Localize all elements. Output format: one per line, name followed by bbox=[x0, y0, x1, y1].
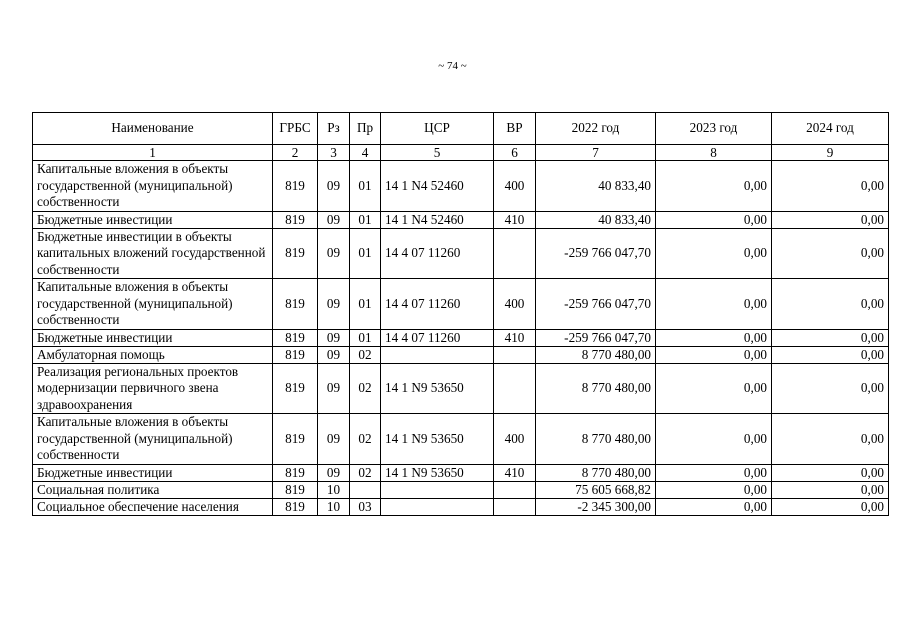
table-row bbox=[33, 346, 889, 363]
table-row bbox=[33, 279, 889, 330]
column-number: 9 bbox=[772, 145, 889, 161]
cell-2022: -259 766 047,70 bbox=[536, 279, 656, 330]
cell-csr: 14 1 N9 53650 bbox=[381, 464, 494, 481]
cell-2024: 0,00 bbox=[772, 464, 889, 481]
cell-pr: 03 bbox=[350, 498, 381, 515]
cell-2022: 75 605 668,82 bbox=[536, 481, 656, 498]
header-rz: Рз bbox=[318, 113, 350, 145]
cell-name: Капитальные вложения в объекты государственной (муниципальной) собственности bbox=[33, 279, 273, 330]
table-row bbox=[33, 363, 889, 414]
table-row bbox=[33, 481, 889, 498]
cell-csr bbox=[381, 498, 494, 515]
table-row bbox=[33, 414, 889, 465]
cell-vr bbox=[494, 498, 536, 515]
cell-csr: 14 4 07 11260 bbox=[381, 329, 494, 346]
header-2024: 2024 год bbox=[772, 113, 889, 145]
cell-2022: 8 770 480,00 bbox=[536, 464, 656, 481]
cell-2022: -2 345 300,00 bbox=[536, 498, 656, 515]
cell-pr: 02 bbox=[350, 464, 381, 481]
cell-vr: 400 bbox=[494, 279, 536, 330]
cell-name: Бюджетные инвестиции bbox=[33, 329, 273, 346]
cell-name: Капитальные вложения в объекты государственной (муниципальной) собственности bbox=[33, 414, 273, 465]
cell-2022: 8 770 480,00 bbox=[536, 363, 656, 414]
column-number-row bbox=[33, 145, 889, 161]
page-number: ~ 74 ~ bbox=[438, 60, 467, 72]
cell-2024: 0,00 bbox=[772, 498, 889, 515]
header-csr: ЦСР bbox=[381, 113, 494, 145]
cell-2022: 8 770 480,00 bbox=[536, 346, 656, 363]
cell-2023: 0,00 bbox=[656, 228, 772, 279]
cell-rz: 09 bbox=[318, 329, 350, 346]
header-2022: 2022 год bbox=[536, 113, 656, 145]
cell-pr: 02 bbox=[350, 346, 381, 363]
cell-2022: 40 833,40 bbox=[536, 211, 656, 228]
header-grbs: ГРБС bbox=[273, 113, 318, 145]
cell-rz: 09 bbox=[318, 161, 350, 212]
cell-2024: 0,00 bbox=[772, 346, 889, 363]
cell-grbs: 819 bbox=[273, 414, 318, 465]
cell-2022: 8 770 480,00 bbox=[536, 414, 656, 465]
cell-grbs: 819 bbox=[273, 279, 318, 330]
cell-2022: -259 766 047,70 bbox=[536, 329, 656, 346]
cell-pr: 02 bbox=[350, 363, 381, 414]
cell-2023: 0,00 bbox=[656, 211, 772, 228]
cell-vr bbox=[494, 481, 536, 498]
column-number: 6 bbox=[494, 145, 536, 161]
cell-2023: 0,00 bbox=[656, 464, 772, 481]
column-number: 8 bbox=[656, 145, 772, 161]
table-row bbox=[33, 329, 889, 346]
cell-pr: 01 bbox=[350, 329, 381, 346]
cell-rz: 09 bbox=[318, 346, 350, 363]
cell-2024: 0,00 bbox=[772, 161, 889, 212]
column-number: 7 bbox=[536, 145, 656, 161]
cell-name: Бюджетные инвестиции bbox=[33, 464, 273, 481]
table-row bbox=[33, 211, 889, 228]
table-row bbox=[33, 161, 889, 212]
cell-csr: 14 1 N9 53650 bbox=[381, 414, 494, 465]
cell-vr: 410 bbox=[494, 464, 536, 481]
cell-grbs: 819 bbox=[273, 228, 318, 279]
cell-grbs: 819 bbox=[273, 464, 318, 481]
cell-2024: 0,00 bbox=[772, 279, 889, 330]
cell-pr: 01 bbox=[350, 211, 381, 228]
cell-name: Социальная политика bbox=[33, 481, 273, 498]
cell-2023: 0,00 bbox=[656, 498, 772, 515]
cell-name: Бюджетные инвестиции bbox=[33, 211, 273, 228]
header-vr: ВР bbox=[494, 113, 536, 145]
cell-csr: 14 1 N4 52460 bbox=[381, 211, 494, 228]
cell-vr: 410 bbox=[494, 329, 536, 346]
cell-2024: 0,00 bbox=[772, 329, 889, 346]
cell-name: Бюджетные инвестиции в объекты капитальных вложений государственной собственности bbox=[33, 228, 273, 279]
column-number: 4 bbox=[350, 145, 381, 161]
cell-rz: 09 bbox=[318, 363, 350, 414]
cell-csr: 14 4 07 11260 bbox=[381, 279, 494, 330]
cell-grbs: 819 bbox=[273, 363, 318, 414]
column-number: 1 bbox=[33, 145, 273, 161]
cell-2023: 0,00 bbox=[656, 346, 772, 363]
cell-2023: 0,00 bbox=[656, 161, 772, 212]
cell-rz: 10 bbox=[318, 481, 350, 498]
cell-vr bbox=[494, 346, 536, 363]
cell-pr: 02 bbox=[350, 414, 381, 465]
cell-vr bbox=[494, 363, 536, 414]
cell-vr: 400 bbox=[494, 414, 536, 465]
cell-csr: 14 1 N9 53650 bbox=[381, 363, 494, 414]
cell-2023: 0,00 bbox=[656, 363, 772, 414]
cell-2024: 0,00 bbox=[772, 228, 889, 279]
cell-2024: 0,00 bbox=[772, 211, 889, 228]
cell-name: Амбулаторная помощь bbox=[33, 346, 273, 363]
cell-grbs: 819 bbox=[273, 211, 318, 228]
cell-grbs: 819 bbox=[273, 346, 318, 363]
cell-2024: 0,00 bbox=[772, 414, 889, 465]
table-row bbox=[33, 228, 889, 279]
cell-rz: 09 bbox=[318, 279, 350, 330]
cell-2022: 40 833,40 bbox=[536, 161, 656, 212]
table-row bbox=[33, 464, 889, 481]
cell-grbs: 819 bbox=[273, 161, 318, 212]
header-row bbox=[33, 113, 889, 145]
cell-name: Реализация региональных проектов модернизации первичного звена здравоохранения bbox=[33, 363, 273, 414]
cell-csr bbox=[381, 481, 494, 498]
cell-2024: 0,00 bbox=[772, 363, 889, 414]
cell-vr: 410 bbox=[494, 211, 536, 228]
cell-2023: 0,00 bbox=[656, 414, 772, 465]
cell-grbs: 819 bbox=[273, 329, 318, 346]
cell-csr: 14 4 07 11260 bbox=[381, 228, 494, 279]
cell-name: Социальное обеспечение населения bbox=[33, 498, 273, 515]
cell-rz: 09 bbox=[318, 228, 350, 279]
cell-pr: 01 bbox=[350, 228, 381, 279]
column-number: 3 bbox=[318, 145, 350, 161]
cell-name: Капитальные вложения в объекты государственной (муниципальной) собственности bbox=[33, 161, 273, 212]
cell-csr: 14 1 N4 52460 bbox=[381, 161, 494, 212]
cell-2023: 0,00 bbox=[656, 481, 772, 498]
cell-2023: 0,00 bbox=[656, 329, 772, 346]
cell-vr bbox=[494, 228, 536, 279]
cell-rz: 09 bbox=[318, 464, 350, 481]
header-pr: Пр bbox=[350, 113, 381, 145]
cell-rz: 10 bbox=[318, 498, 350, 515]
cell-pr: 01 bbox=[350, 279, 381, 330]
cell-pr: 01 bbox=[350, 161, 381, 212]
cell-2024: 0,00 bbox=[772, 481, 889, 498]
table-body bbox=[33, 161, 889, 516]
header-name: Наименование bbox=[33, 113, 273, 145]
column-number: 5 bbox=[381, 145, 494, 161]
column-number: 2 bbox=[273, 145, 318, 161]
cell-csr bbox=[381, 346, 494, 363]
cell-vr: 400 bbox=[494, 161, 536, 212]
cell-pr bbox=[350, 481, 381, 498]
header-2023: 2023 год bbox=[656, 113, 772, 145]
budget-table bbox=[32, 112, 889, 516]
cell-grbs: 819 bbox=[273, 498, 318, 515]
cell-grbs: 819 bbox=[273, 481, 318, 498]
cell-2022: -259 766 047,70 bbox=[536, 228, 656, 279]
table-row bbox=[33, 498, 889, 515]
table-header bbox=[33, 113, 889, 161]
cell-rz: 09 bbox=[318, 414, 350, 465]
cell-2023: 0,00 bbox=[656, 279, 772, 330]
cell-rz: 09 bbox=[318, 211, 350, 228]
